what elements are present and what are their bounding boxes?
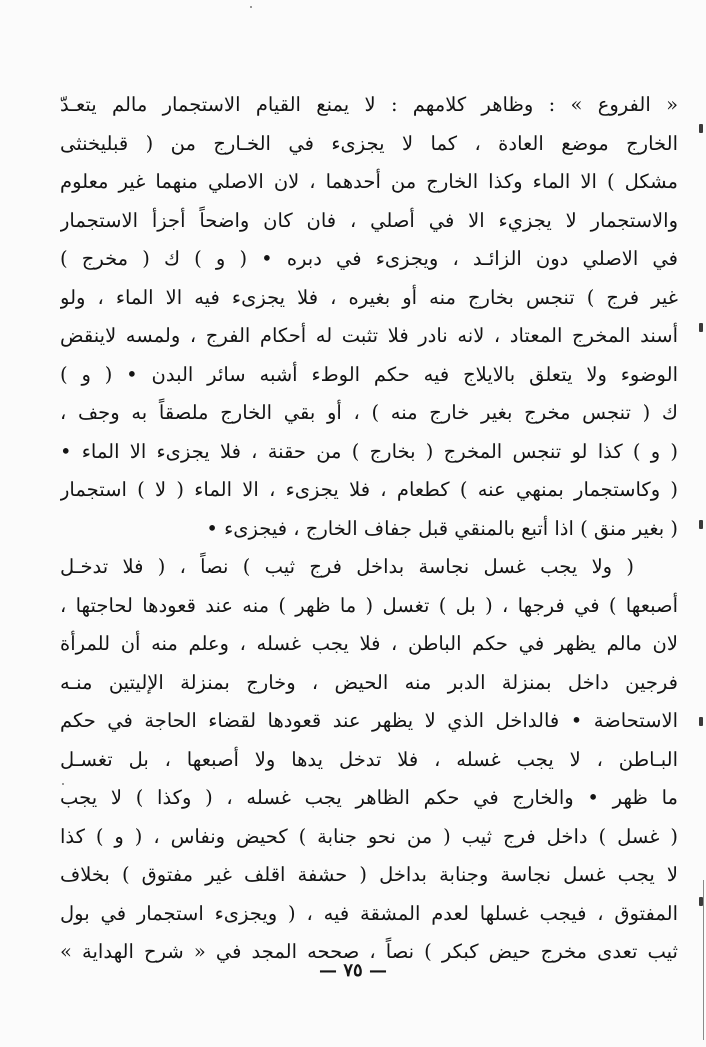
text-line: ( غسل ) داخل فرج ثيب ( من نحو جنابة ) كحيض ونفاس ، ( و ) كذا xyxy=(60,824,678,848)
text-line: ك ( تنجس مخرج بغير خارج منه ) ، أو بقي الخارج ملصقاً به وجف ، xyxy=(60,401,678,424)
text-line: في الاصلي دون الزائـد ، ويجزىء في دبره • ( و ) ك ( مخرج ) xyxy=(60,247,678,270)
text-line: ما ظهر • والخارج في حكم الظاهر يجب غسله ، ( وكذا ) لا يجب xyxy=(60,786,678,809)
margin-mark xyxy=(699,717,703,726)
text-line: والاستجمار لا يجزيء الا في أصلي ، فان كان واضحاً أجزأ الاستجمار xyxy=(60,208,678,232)
text-line: ( بغير منق ) اذا أتبع بالمنقي قبل جفاف الخارج ، فيجزىء • xyxy=(206,516,678,540)
text-line: أصبعها ) في فرجها ، ( بل ) تغسل ( ما ظهر ) منه عند قعودها لحاجتها ، xyxy=(60,593,678,617)
page-edge-line xyxy=(703,880,704,1040)
margin-mark xyxy=(699,520,703,529)
text-line: ثيب تعدى مخرج حيض كبكر ) نصاً ، صححه المجد في « شرح الهداية » xyxy=(60,940,678,963)
text-line: الخارج موضع العادة ، كما لا يجزىء في الخـارج من ( قبليخنثى xyxy=(60,131,678,155)
text-line: الاستحاضة • فالداخل الذي لا يظهر عند قعودها لقضاء الحاجة في حكم xyxy=(60,709,678,732)
margin-mark xyxy=(699,323,703,332)
text-line: لان مالم يظهر في حكم الباطن ، فلا يجب غسله ، وعلم منه أن للمرأة xyxy=(60,632,678,655)
scan-speck xyxy=(250,6,252,8)
text-line: فرجين داخل بمنزلة الدبر منه الحيض ، وخارج بمنزلة الإليتين منـه xyxy=(60,670,678,694)
scan-speck xyxy=(62,783,64,785)
margin-mark xyxy=(699,124,703,133)
paragraph-first-line: ( ولا يجب غسل نجاسة بداخل فرج ثيب ) نصاً ، ( فلا تدخـل xyxy=(60,555,634,578)
text-line: المفتوق ، فيجب غسلها لعدم المشقة فيه ، ( ويجزىء استجمار في بول xyxy=(60,901,678,925)
text-line: ( و ) كذا لو تنجس المخرج ( بخارج ) من حقنة ، فلا يجزىء الا الماء • xyxy=(60,439,678,463)
text-line: البـاطن ، لا يجب غسله ، فلا تدخل يدها ولا أصبعها ، بل تغسـل xyxy=(60,747,678,771)
text-line: الوضوء ولا يتعلق بالايلاج فيه حكم الوطء أشبه سائر البدن • ( و ) xyxy=(60,362,678,386)
body-text xyxy=(60,86,678,972)
page-number: — ٧٥ — xyxy=(319,960,387,981)
text-line: « الفروع » : وظاهر كلامهم : لا يمنع القيام الاستجمار مالم يتعـدّ xyxy=(60,93,678,116)
text-line: لا يجب غسل نجاسة وجنابة بداخل ( حشفة اقلف غير مفتوق ) بخلاف xyxy=(60,863,678,886)
text-line: أسند المخرج المعتاد ، لانه نادر فلا تثبت له أحكام الفرج ، ولمسه لاينقض xyxy=(60,324,678,347)
text-line: غير فرج ) تنجس بخارج منه أو بغيره ، فلا يجزىء فيه الا الماء ، ولو xyxy=(60,285,678,309)
text-line: ( وكاستجمار بمنهي عنه ) كطعام ، فلا يجزىء ، الا الماء ( لا ) استجمار xyxy=(60,478,678,501)
text-line: مشكل ) الا الماء وكذا الخارج من أحدهما ، لان الاصلي منهما غير معلوم xyxy=(60,170,678,193)
